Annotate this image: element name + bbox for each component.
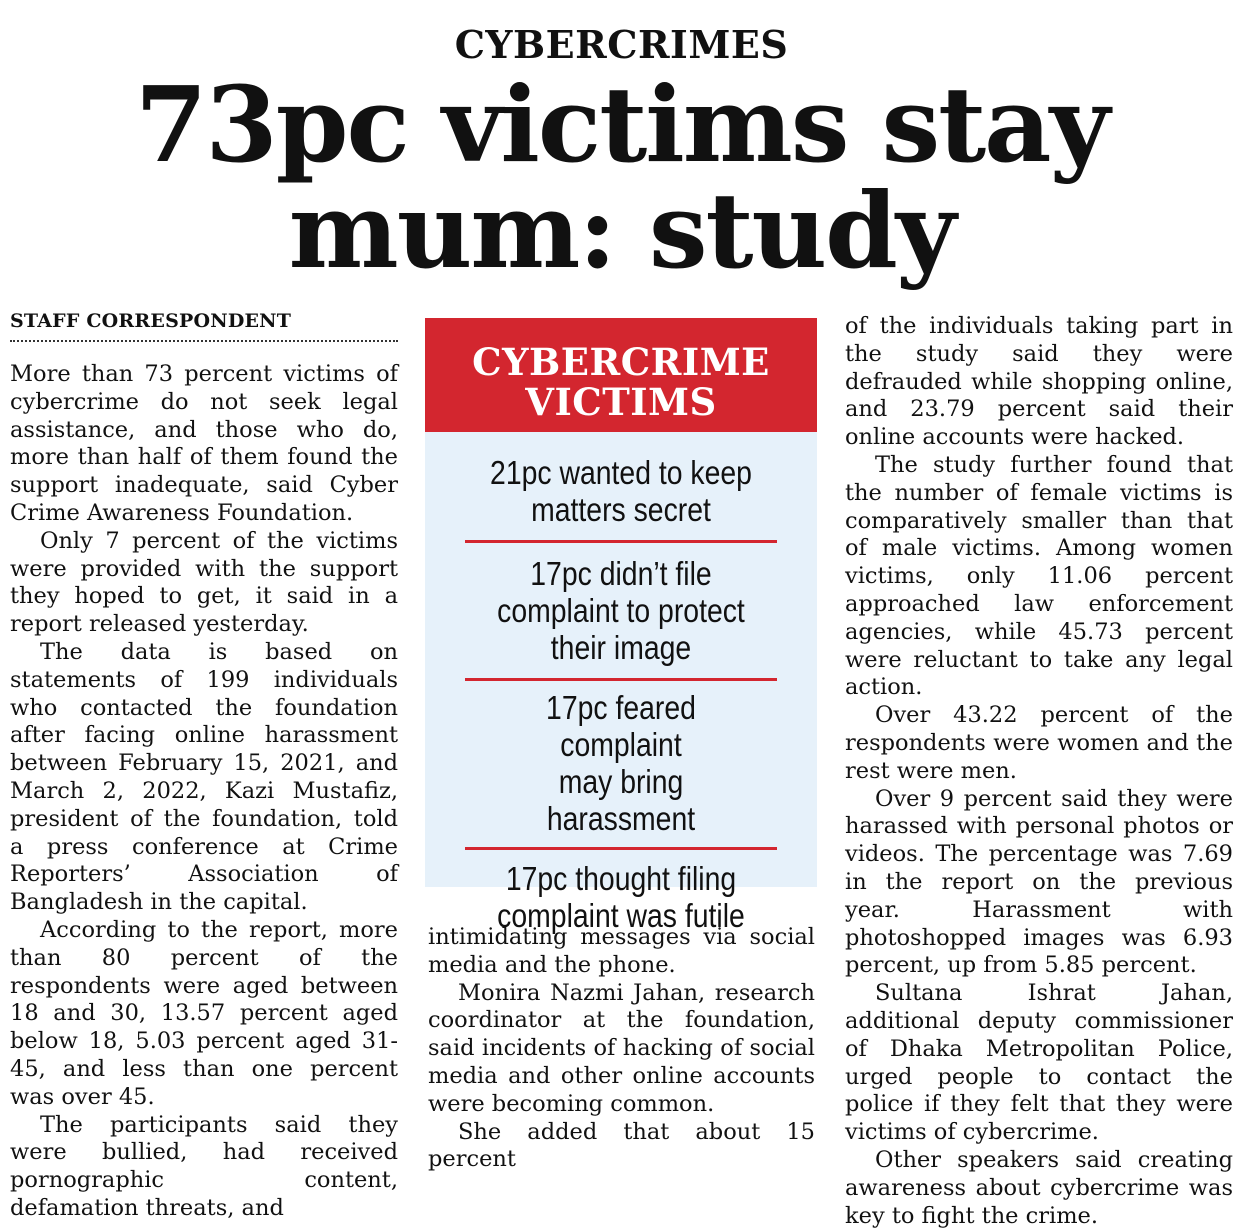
- paragraph: More than 73 percent victims of cybercrime do not seek legal assistance, and those who do, more than half of them found the support inadequate, said Cyber Crime Awareness Foundation.: [10, 361, 398, 526]
- stat-line: complaint was futile: [497, 897, 745, 934]
- stat-item: [487, 555, 755, 666]
- sidebar-header: [425, 318, 817, 432]
- headline: [0, 63, 1243, 292]
- stat-line: matters secret: [531, 491, 711, 528]
- paragraph: Over 43.22 percent of the respondents were women and the rest were men.: [845, 702, 1233, 784]
- stat-line: 17pc feared complaint: [546, 689, 696, 763]
- paragraph: Sultana Ishrat Jahan, additional deputy commissioner of Dhaka Metropolitan Police, urged people to contact the police if they felt that they were victims of cybercrime.: [845, 980, 1233, 1146]
- paragraph: The study further found that the number of female victims is comparatively smaller than that of male victims. Among women victims, only 11.06 percent approached law enforcement agencies, while 45.73 percent were reluctant to take any legal action.: [845, 451, 1233, 701]
- stat-line: complaint to protect: [497, 592, 745, 629]
- paragraph: According to the report, more than 80 percent of the respondents were aged between 18 and 30, 13.57 percent aged below 18, 5.03 percent aged 31-45, and less than one percent was over 45.: [10, 916, 398, 1110]
- sidebar-title-line-1: CYBERCRIME: [472, 340, 770, 384]
- article-column-3: [845, 313, 1233, 1230]
- paragraph: Only 7 percent of the victims were provided with the support they hoped to get, it said in a report released yesterday.: [10, 527, 398, 638]
- stat-line: 17pc thought filing: [505, 860, 737, 897]
- headline-line-2: mum: study: [288, 169, 955, 292]
- paragraph: The participants said they were bullied, had received pornographic content, defamation threats, and: [10, 1111, 398, 1221]
- stat-line: 21pc wanted to keep: [490, 454, 752, 491]
- section-kicker: CYBERCRIMES: [454, 22, 789, 67]
- stat-item: [487, 860, 755, 934]
- article-column-1: [10, 361, 398, 1223]
- article-column-2: [428, 924, 815, 1174]
- paragraph: intimidating messages via social media and the phone.: [428, 924, 815, 978]
- paragraph: of the individuals taking part in the study said they were defrauded while shopping online, and 23.79 percent said their online accounts were hacked.: [845, 313, 1233, 451]
- byline: STAFF CORRESPONDENT: [10, 310, 398, 342]
- cybercrime-victims-sidebar: [425, 318, 817, 934]
- paragraph: Monira Nazmi Jahan, research coordinator at the foundation, said incidents of hacking of social media and other online accounts were becoming common.: [428, 979, 815, 1117]
- paragraph: Over 9 percent said they were harassed with personal photos or videos. The percentage was 7.69 in the report on the previous year. Harassment with photoshopped images was 6.93 percent, up from 5.85 percent.: [845, 785, 1233, 979]
- sidebar-title-line-2: VICTIMS: [525, 380, 717, 424]
- paragraph: She added that about 15 percent: [428, 1118, 815, 1173]
- paragraph: Other speakers said creating awareness about cybercrime was key to fight the crime.: [845, 1146, 1233, 1229]
- stat-line: may bring harassment: [546, 763, 696, 837]
- stat-item: [487, 689, 755, 837]
- headline-line-1: 73pc victims stay: [135, 63, 1108, 186]
- stat-line: their image: [550, 629, 692, 666]
- stat-item: [487, 454, 755, 528]
- paragraph: The data is based on statements of 199 individuals who contacted the foundation after facing online harassment between February 15, 2021, and March 2, 2022, Kazi Mustafiz, president of the foundation, told a press conference at Crime Reporters’ Association of Bangladesh in the capital.: [10, 638, 398, 916]
- stat-line: 17pc didn’t file: [530, 555, 712, 592]
